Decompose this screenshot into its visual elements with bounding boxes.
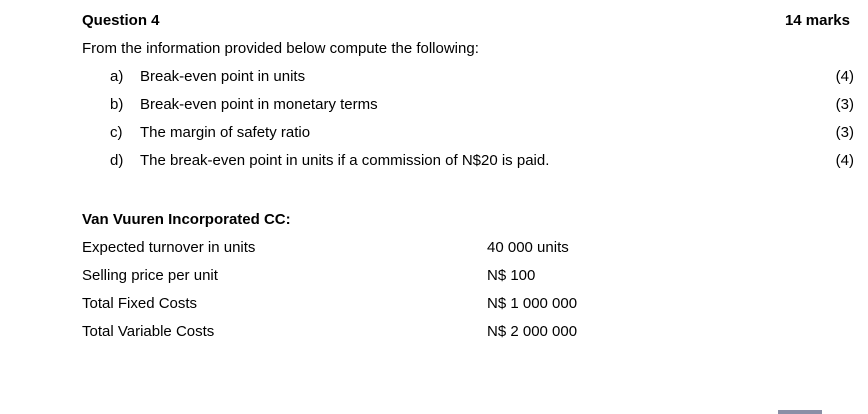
question-instruction: From the information provided below compute the following: (82, 40, 479, 57)
row-label: Total Variable Costs (82, 323, 215, 340)
item-text: Break-even point in monetary terms (140, 96, 378, 113)
company-name: Van Vuuren Incorporated CC: (82, 211, 291, 228)
row-label: Total Fixed Costs (82, 295, 198, 312)
row-label: Expected turnover in units (82, 239, 256, 256)
item-marks: (3) (835, 124, 854, 141)
item-letter: c) (110, 124, 123, 141)
question-total-marks: 14 marks (784, 12, 850, 29)
item-text: The break-even point in units if a commission of N$20 is paid. (140, 152, 550, 169)
bottom-scroll-indicator (778, 410, 822, 414)
question-title: Question 4 (82, 12, 160, 29)
row-label: Selling price per unit (82, 267, 218, 284)
row-value: N$ 2 000 000 (487, 323, 578, 340)
item-marks: (3) (835, 96, 854, 113)
item-letter: a) (110, 68, 124, 85)
item-letter: b) (110, 96, 124, 113)
item-text: Break-even point in units (140, 68, 306, 85)
item-letter: d) (110, 152, 124, 169)
item-text: The margin of safety ratio (140, 124, 311, 141)
item-marks: (4) (835, 68, 854, 85)
row-value: N$ 1 000 000 (487, 295, 578, 312)
row-value: N$ 100 (487, 267, 536, 284)
row-value: 40 000 units (487, 239, 569, 256)
item-marks: (4) (835, 152, 854, 169)
